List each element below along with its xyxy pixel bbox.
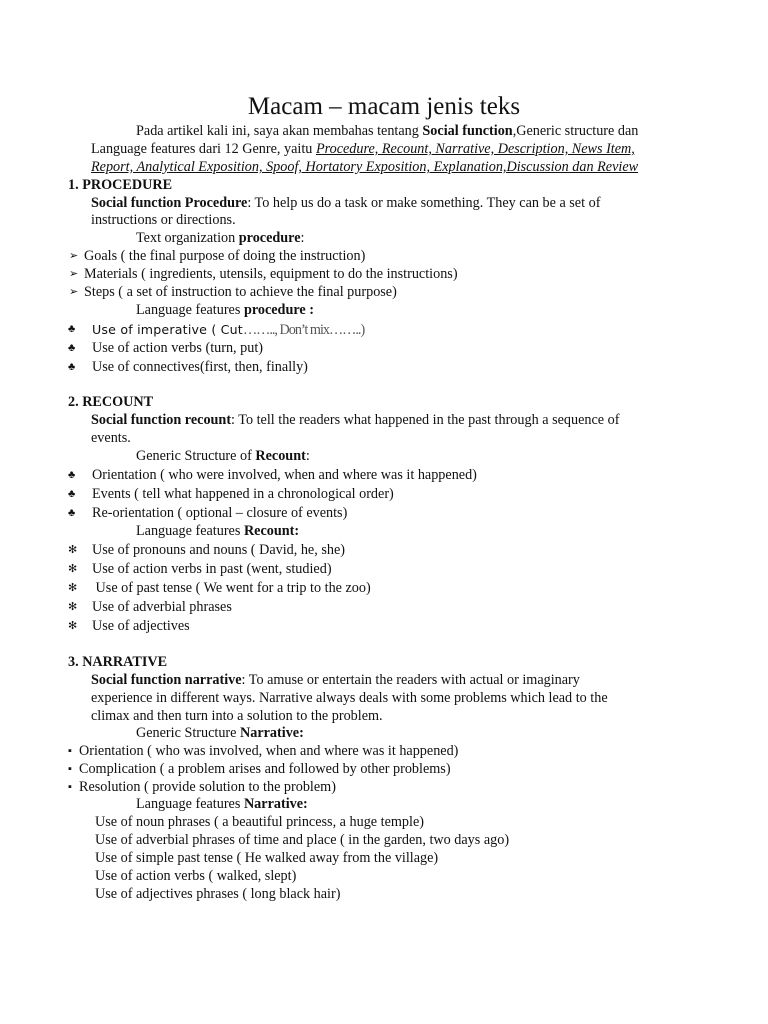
square-bullet-icon: ▪	[68, 745, 72, 757]
star-bullet-icon: ✻	[68, 582, 78, 594]
list-item: Resolution ( provide solution to the problem)	[79, 779, 336, 795]
arrow-bullet-icon: ➢	[69, 250, 79, 262]
club-bullet-icon: ♣	[68, 342, 76, 354]
narrative-social-function-cont: climax and then turn into a solution to the problem.	[91, 708, 383, 724]
club-bullet-icon: ♣	[68, 507, 76, 519]
list-item: Use of adverbial phrases of time and place ( in the garden, two days ago)	[95, 832, 510, 848]
list-item: Use of connectives(first, then, finally)	[92, 359, 308, 375]
list-item: Use of imperative ( Cut…….., Don’t mix……..)	[92, 322, 365, 338]
section-heading-recount: 2. RECOUNT	[68, 394, 154, 410]
list-item: Materials ( ingredients, utensils, equipment to do the instructions)	[84, 266, 458, 282]
narrative-language-features: Language features Narrative:	[136, 796, 308, 812]
club-bullet-icon: ♣	[68, 323, 76, 335]
list-item: Use of noun phrases ( a beautiful princess, a huge temple)	[95, 814, 424, 830]
list-item: Use of simple past tense ( He walked away from the village)	[95, 850, 439, 866]
list-item: Steps ( a set of instruction to achieve the final purpose)	[84, 284, 397, 300]
square-bullet-icon: ▪	[68, 763, 72, 775]
narrative-generic-structure: Generic Structure Narrative:	[136, 725, 304, 741]
list-item: Events ( tell what happened in a chronological order)	[92, 486, 394, 502]
recount-generic-structure: Generic Structure of Recount:	[136, 448, 310, 464]
list-item: Orientation ( who were involved, when and where was it happened)	[92, 467, 477, 483]
club-bullet-icon: ♣	[68, 361, 76, 373]
arrow-bullet-icon: ➢	[69, 268, 79, 280]
list-item: Re-orientation ( optional – closure of events)	[92, 505, 348, 521]
list-item: Use of adjectives	[92, 618, 190, 634]
page-title: Macam – macam jenis teks	[247, 93, 521, 120]
recount-social-function-cont: events.	[91, 430, 131, 446]
narrative-social-function: Social function narrative: To amuse or entertain the readers with actual or imaginary	[91, 672, 580, 688]
intro-line-1: Pada artikel kali ini, saya akan membahas tentang Social function,Generic structure dan	[136, 123, 639, 139]
club-bullet-icon: ♣	[68, 469, 76, 481]
list-item: Use of action verbs in past (went, studied)	[92, 561, 332, 577]
list-item: Orientation ( who was involved, when and where was it happened)	[79, 743, 459, 759]
list-item: Use of pronouns and nouns ( David, he, she)	[92, 542, 345, 558]
procedure-language-features: Language features procedure :	[136, 302, 314, 318]
arrow-bullet-icon: ➢	[69, 286, 79, 298]
intro-line-2: Language features dari 12 Genre, yaitu Procedure, Recount, Narrative, Description, News Item,	[91, 141, 635, 157]
square-bullet-icon: ▪	[68, 781, 72, 793]
list-item: Use of adverbial phrases	[92, 599, 232, 615]
list-item: Use of action verbs (turn, put)	[92, 340, 263, 356]
list-item: Goals ( the final purpose of doing the instruction)	[84, 248, 366, 264]
intro-line-3: Report, Analytical Exposition, Spoof, Hortatory Exposition, Explanation,Discussion dan Review	[91, 159, 639, 175]
star-bullet-icon: ✻	[68, 544, 78, 556]
club-bullet-icon: ♣	[68, 488, 76, 500]
section-heading-procedure: 1. PROCEDURE	[68, 177, 173, 193]
star-bullet-icon: ✻	[68, 601, 78, 613]
section-heading-narrative: 3. NARRATIVE	[68, 654, 168, 670]
list-item: Complication ( a problem arises and followed by other problems)	[79, 761, 451, 777]
star-bullet-icon: ✻	[68, 563, 78, 575]
star-bullet-icon: ✻	[68, 620, 78, 632]
procedure-text-organization: Text organization procedure:	[136, 230, 305, 246]
recount-social-function: Social function recount: To tell the readers what happened in the past through a sequence of	[91, 412, 620, 428]
list-item: Use of action verbs ( walked, slept)	[95, 868, 297, 884]
list-item: Use of past tense ( We went for a trip to the zoo)	[92, 580, 371, 596]
procedure-social-function-cont: instructions or directions.	[91, 212, 236, 228]
list-item: Use of adjectives phrases ( long black hair)	[95, 886, 341, 902]
recount-language-features: Language features Recount:	[136, 523, 300, 539]
narrative-social-function-cont: experience in different ways. Narrative always deals with some problems which lead to the	[91, 690, 608, 706]
procedure-social-function: Social function Procedure: To help us do a task or make something. They can be a set of	[91, 195, 601, 211]
